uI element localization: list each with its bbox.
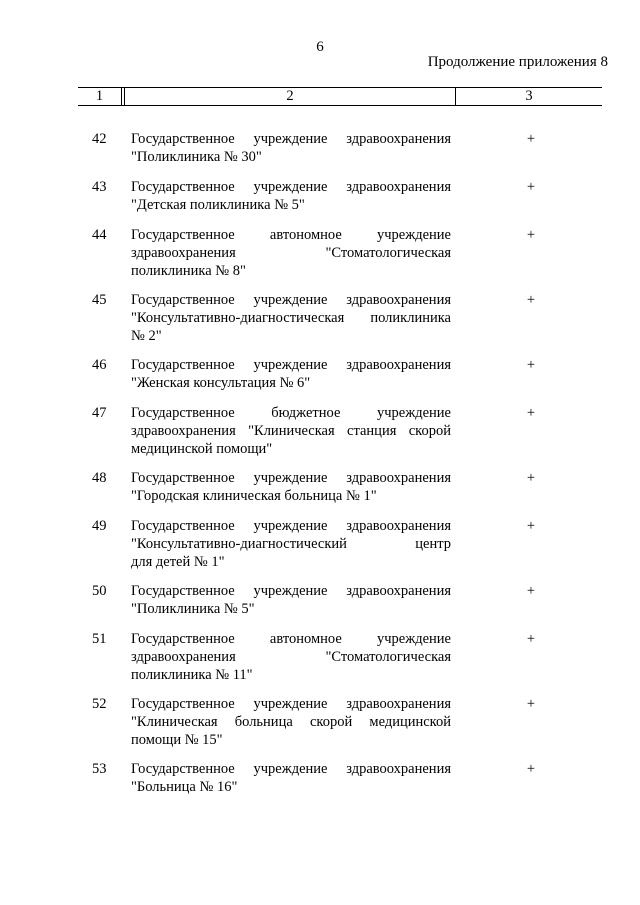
plus-mark: + <box>526 227 536 243</box>
institution-name-line: здравоохранения "Клиническая станция скорой <box>131 423 451 439</box>
institution-name-line: "Поликлиника № 5" <box>131 601 255 617</box>
row-number: 45 <box>92 292 107 308</box>
institution-name-line: Государственное автономное учреждение <box>131 227 451 243</box>
institution-name-line: Государственное бюджетное учреждение <box>131 405 451 421</box>
plus-mark: + <box>526 470 536 486</box>
institution-name-line: "Консультативно-диагностическая поликлиника <box>131 310 451 326</box>
institution-name <box>131 130 451 166</box>
plus-mark: + <box>526 696 536 712</box>
row-number: 42 <box>92 131 107 147</box>
row-number: 47 <box>92 405 107 421</box>
page-number: 6 <box>316 39 324 55</box>
institution-name-line: Государственное учреждение здравоохранения <box>131 583 451 599</box>
plus-mark: + <box>526 292 536 308</box>
plus-mark: + <box>526 131 536 147</box>
institution-name <box>131 695 451 749</box>
plus-mark: + <box>526 761 536 777</box>
institution-name <box>131 630 451 684</box>
column-header-2: 2 <box>286 88 294 104</box>
institution-name <box>131 178 451 214</box>
row-number: 51 <box>92 631 107 647</box>
institution-name-line: поликлиника № 8" <box>131 263 246 279</box>
institution-name-line: "Больница № 16" <box>131 779 238 795</box>
institution-name-line: Государственное учреждение здравоохранения <box>131 179 451 195</box>
row-number: 53 <box>92 761 107 777</box>
institution-name-line: здравоохранения "Стоматологическая <box>131 649 451 665</box>
row-number: 49 <box>92 518 107 534</box>
institution-name-line: Государственное учреждение здравоохранения <box>131 131 451 147</box>
institution-name-line: № 2" <box>131 328 162 344</box>
institution-name-line: "Клиническая больница скорой медицинской <box>131 714 451 730</box>
row-number: 48 <box>92 470 107 486</box>
institution-name-line: здравоохранения "Стоматологическая <box>131 245 451 261</box>
institution-name-line: "Городская клиническая больница № 1" <box>131 488 377 504</box>
plus-mark: + <box>526 179 536 195</box>
row-number: 46 <box>92 357 107 373</box>
institution-name <box>131 356 451 392</box>
institution-name-line: Государственное учреждение здравоохранения <box>131 518 451 534</box>
plus-mark: + <box>526 518 536 534</box>
institution-name <box>131 760 451 796</box>
institution-name-line: Государственное учреждение здравоохранения <box>131 292 451 308</box>
institution-name-line: Государственное учреждение здравоохранения <box>131 357 451 373</box>
institution-name <box>131 582 451 618</box>
institution-name-line: помощи № 15" <box>131 732 223 748</box>
table-header-row <box>78 87 602 106</box>
institution-name-line: поликлиника № 11" <box>131 667 253 683</box>
plus-mark: + <box>526 583 536 599</box>
institution-name-line: Государственное автономное учреждение <box>131 631 451 647</box>
plus-mark: + <box>526 357 536 373</box>
row-number: 44 <box>92 227 107 243</box>
continuation-caption: Продолжение приложения 8 <box>427 54 608 70</box>
row-number: 52 <box>92 696 107 712</box>
institution-name-line: медицинской помощи" <box>131 441 273 457</box>
institution-name-line: для детей № 1" <box>131 554 225 570</box>
column-divider <box>121 88 122 105</box>
institution-name-line: "Женская консультация № 6" <box>131 375 311 391</box>
row-number: 43 <box>92 179 107 195</box>
plus-mark: + <box>526 405 536 421</box>
institution-name-line: "Поликлиника № 30" <box>131 149 262 165</box>
institution-name <box>131 404 451 458</box>
institution-name-line: Государственное учреждение здравоохранения <box>131 470 451 486</box>
institution-name <box>131 469 451 505</box>
institution-name-line: Государственное учреждение здравоохранения <box>131 696 451 712</box>
institution-name <box>131 226 451 280</box>
institution-name <box>131 517 451 571</box>
institution-name-line: "Детская поликлиника № 5" <box>131 197 305 213</box>
column-header-1: 1 <box>95 88 104 104</box>
institution-name-line: "Консультативно-диагностический центр <box>131 536 451 552</box>
plus-mark: + <box>526 631 536 647</box>
institution-name <box>131 291 451 345</box>
row-number: 50 <box>92 583 107 599</box>
institution-name-line: Государственное учреждение здравоохранения <box>131 761 451 777</box>
column-header-3: 3 <box>525 88 533 104</box>
